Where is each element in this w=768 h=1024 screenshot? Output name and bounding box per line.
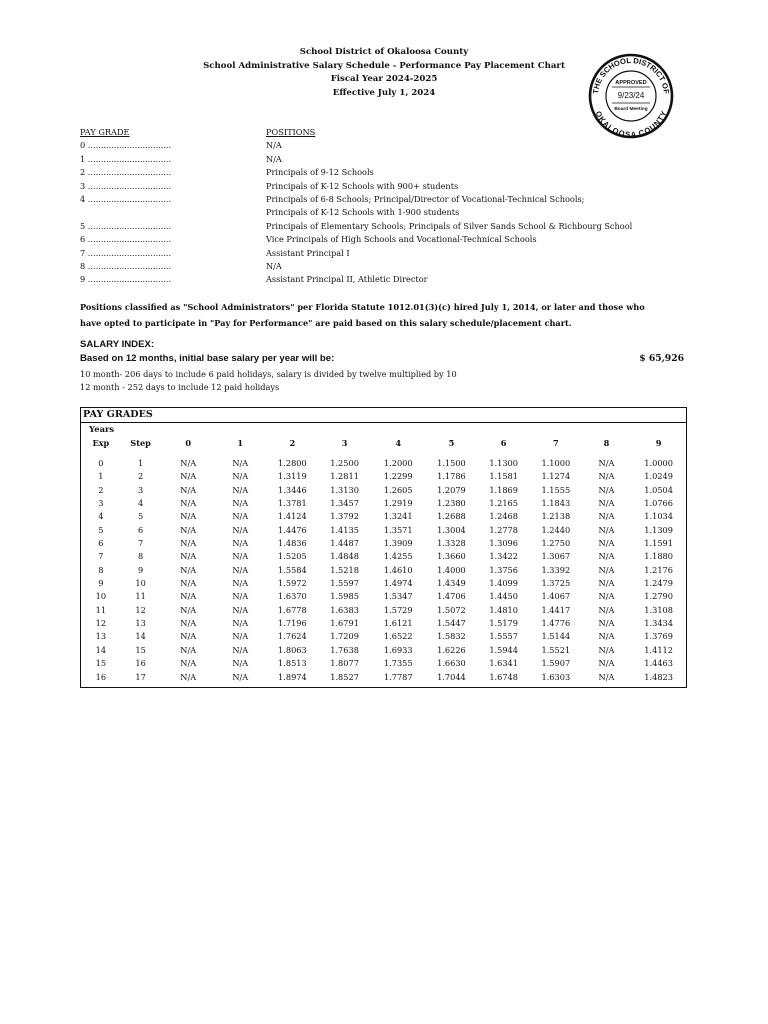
table-cell: 1.4000 (437, 564, 466, 575)
table-cell: N/A (598, 511, 615, 522)
table-cell: N/A (232, 484, 249, 495)
col-step-header: Step (130, 438, 151, 448)
table-cell: N/A (232, 538, 249, 549)
effective-date: Effective July 1, 2024 (332, 87, 436, 98)
salary-index-title: SALARY INDEX: (80, 339, 155, 350)
table-cell: 1.3328 (437, 538, 466, 549)
table-row (83, 537, 686, 550)
table-cell: N/A (180, 511, 197, 522)
base-salary-amount: $ 65,926 (639, 353, 684, 364)
table-cell: 13 (95, 631, 107, 642)
table-header-row (83, 436, 686, 450)
table-cell: 1.4135 (330, 524, 359, 535)
table-row (83, 484, 686, 497)
table-cell: 11 (95, 604, 107, 615)
table-cell: 1.6630 (437, 658, 466, 669)
table-cell: N/A (180, 658, 197, 669)
table-cell: 1.3725 (541, 578, 571, 589)
table-cell: 1.3422 (489, 551, 518, 562)
table-cell: N/A (180, 524, 197, 535)
table-cell: 1.6226 (437, 644, 466, 655)
table-cell: 1.2500 (330, 458, 359, 468)
table-cell: N/A (232, 511, 249, 522)
table-cell: 7 (98, 551, 104, 562)
table-cell: 1.2165 (489, 498, 518, 509)
table-cell: 1.4255 (383, 551, 413, 562)
statute-note-line1: Positions classified as "School Administrators" per Florida Statute 1012.01(3)(c) hired July 1, 2014, or later and those who (80, 302, 645, 312)
table-cell: N/A (598, 538, 615, 549)
table-row (83, 657, 686, 670)
table-row (83, 630, 686, 643)
table-cell: 1.1843 (541, 498, 571, 509)
position-item: Principals of 9-12 Schools (266, 167, 374, 178)
table-cell: 1.5972 (278, 578, 307, 589)
table-cell: 1.4776 (541, 618, 571, 629)
table-cell: 1.3241 (383, 511, 413, 522)
table-cell: N/A (180, 671, 197, 682)
table-cell: N/A (598, 671, 615, 682)
table-cell: 1.0766 (644, 498, 673, 509)
table-cell: 1.3446 (278, 484, 307, 495)
table-cell: 1.2811 (330, 471, 359, 482)
table-cell: N/A (232, 578, 249, 589)
district-name: School District of Okaloosa County (299, 47, 469, 57)
table-cell: 1.2440 (541, 524, 571, 535)
table-cell: 1.1880 (644, 551, 673, 562)
table-cell: 1.4476 (278, 524, 307, 535)
table-cell: 1.5832 (437, 631, 466, 642)
table-cell: N/A (232, 631, 249, 642)
positions-column (266, 126, 632, 287)
pay-grade-item: 8 ................................ (80, 260, 172, 271)
table-cell: 1.6778 (278, 604, 307, 615)
table-cell: 1.4706 (437, 591, 466, 602)
table-cell: N/A (232, 458, 249, 468)
salary-index-subtitle: Based on 12 months, initial base salary per year will be: (80, 353, 335, 364)
table-cell: 1.1555 (541, 484, 571, 495)
table-cell: 1.6933 (383, 644, 413, 655)
table-cell: 1.1000 (541, 458, 571, 468)
table-cell: N/A (598, 471, 615, 482)
table-cell: N/A (180, 578, 197, 589)
table-cell: 1.7787 (383, 671, 413, 682)
table-cell: 1.4836 (278, 538, 307, 549)
table-cell: 1.5521 (541, 644, 571, 655)
table-cell: 9 (98, 578, 104, 589)
table-row (83, 590, 686, 603)
table-cell: 1.3769 (644, 631, 673, 642)
table-cell: N/A (598, 591, 615, 602)
table-cell: 1.5985 (330, 591, 359, 602)
table-cell: 13 (135, 618, 146, 629)
table-cell: 3 (137, 484, 144, 495)
pay-grade-item: 0 ................................ (80, 140, 172, 151)
table-cell: N/A (232, 524, 249, 535)
table-row (83, 550, 686, 563)
table-cell: 1.3108 (644, 604, 673, 615)
table-cell: 1.4349 (437, 578, 466, 589)
table-cell: 1.4974 (383, 578, 413, 589)
table-cell: 1.8527 (330, 671, 359, 682)
table-cell: N/A (598, 564, 615, 575)
table-cell: N/A (232, 644, 249, 655)
pay-grades-table (83, 436, 686, 684)
table-cell: 1.5597 (330, 578, 359, 589)
table-cell: N/A (180, 551, 197, 562)
table-row (83, 497, 686, 510)
statute-note-line2: have opted to participate in "Pay for Performance" are paid based on this salary schedule/placement chart. (80, 318, 572, 328)
pay-grade-item: 4 ................................ (80, 193, 172, 204)
pay-grade-item: 7 ................................ (80, 247, 172, 258)
grade-header-8: 8 (603, 438, 610, 448)
table-row (83, 510, 686, 523)
table-cell: 1.3067 (541, 551, 571, 562)
table-cell: 1.4124 (278, 511, 307, 522)
table-cell: 1.4848 (330, 551, 359, 562)
pay-grade-column (80, 126, 171, 287)
table-cell: N/A (232, 604, 249, 615)
table-cell: 1.2479 (644, 578, 673, 589)
table-cell: N/A (180, 471, 197, 482)
position-item: Assistant Principal II, Athletic Director (266, 274, 428, 285)
table-cell: 1.1309 (644, 524, 673, 535)
table-cell: 1.6121 (383, 618, 413, 629)
seal-bottom-text: OKALOOSA COUNTY (593, 109, 669, 139)
table-cell: 1.3096 (489, 538, 518, 549)
table-cell: N/A (232, 551, 249, 562)
table-cell: 5 (137, 511, 144, 522)
table-cell: 1.6383 (330, 604, 359, 615)
pay-grades-table-box (80, 407, 687, 688)
table-cell: 1.7624 (278, 631, 307, 642)
table-cell: N/A (598, 578, 615, 589)
table-cell: 1.8513 (278, 658, 307, 669)
table-cell: 4 (98, 511, 104, 522)
table-row (83, 457, 686, 470)
position-item: Principals of K-12 Schools with 900+ students (266, 180, 459, 191)
table-cell: 1.3909 (383, 538, 413, 549)
table-cell: 1.3434 (644, 618, 673, 629)
positions-header: POSITIONS (266, 127, 316, 137)
table-cell: N/A (232, 658, 249, 669)
table-cell: 1.1300 (489, 458, 518, 468)
table-cell: 1.7355 (383, 658, 413, 669)
table-cell: N/A (232, 564, 249, 575)
table-cell: N/A (180, 604, 197, 615)
table-cell: N/A (180, 538, 197, 549)
table-cell: N/A (180, 484, 197, 495)
table-cell: 1.3571 (383, 524, 413, 535)
table-cell: N/A (598, 631, 615, 642)
table-cell: 1.2750 (541, 538, 571, 549)
table-cell: 1.2605 (383, 484, 413, 495)
table-cell: 1.0000 (644, 458, 673, 468)
pay-grade-item: 1 ................................ (80, 153, 172, 164)
table-cell: 1.3792 (330, 511, 359, 522)
table-cell: 1.7044 (437, 671, 466, 682)
table-cell: 1.4099 (489, 578, 518, 589)
table-cell: 1.1500 (437, 458, 466, 468)
table-cell: 1.2000 (383, 458, 413, 468)
table-cell: 2 (137, 471, 144, 482)
table-cell: 1.5072 (437, 604, 466, 615)
table-cell: 1.6341 (489, 658, 518, 669)
pay-grades-title: PAY GRADES (81, 408, 686, 423)
table-cell: 11 (135, 591, 146, 602)
years-label: Years (89, 424, 115, 434)
table-cell: 1.5584 (278, 564, 307, 575)
table-cell: 1.5179 (489, 618, 518, 629)
table-cell: 1.3781 (278, 498, 307, 509)
table-cell: N/A (598, 658, 615, 669)
position-item: N/A (266, 260, 282, 271)
svg-text:THE SCHOOL DISTRICT OF (591, 56, 671, 95)
twelve-month-note: 12 month - 252 days to include 12 paid holidays (80, 382, 280, 392)
table-cell: 7 (137, 538, 144, 549)
table-cell: 1.7196 (278, 618, 307, 629)
table-cell: 1.5944 (489, 644, 518, 655)
table-cell: 1.5205 (278, 551, 307, 562)
table-row (83, 644, 686, 657)
table-cell: 6 (137, 524, 144, 535)
table-cell: N/A (232, 618, 249, 629)
table-cell: N/A (598, 644, 615, 655)
grade-header-1: 1 (237, 438, 244, 448)
position-item: Principals of Elementary Schools; Principals of Silver Sands School & Richbourg School (266, 220, 633, 231)
table-cell: N/A (180, 564, 197, 575)
table-cell: N/A (180, 631, 197, 642)
table-cell: 14 (95, 644, 107, 655)
table-cell: N/A (180, 618, 197, 629)
table-cell: 2 (98, 484, 104, 495)
table-cell: 1.5557 (489, 631, 518, 642)
pay-grade-item: 6 ................................ (80, 234, 172, 245)
table-cell: 1.5729 (383, 604, 413, 615)
grade-header-2: 2 (289, 438, 296, 448)
table-cell: 1.0249 (644, 471, 673, 482)
seal-top-text: THE SCHOOL DISTRICT OF (591, 55, 671, 95)
table-cell: 12 (95, 618, 107, 629)
col-exp-header: Exp (92, 438, 110, 448)
position-item: Principals of 6-8 Schools; Principal/Director of Vocational-Technical Schools; (266, 193, 585, 204)
table-cell: 1.7209 (330, 631, 359, 642)
table-cell: 1.8063 (278, 644, 307, 655)
table-cell: 1.1034 (644, 511, 673, 522)
table-cell: 1.2468 (489, 511, 518, 522)
table-cell: 1.1591 (644, 538, 673, 549)
pay-grade-item: 5 ................................ (80, 220, 172, 231)
pay-grade-header: PAY GRADE (80, 127, 130, 137)
table-cell: 1.3392 (541, 564, 571, 575)
seal-meeting: Board Meeting (614, 107, 648, 112)
table-cell: 1.4067 (541, 591, 571, 602)
table-cell: 1.4823 (644, 671, 673, 682)
table-cell: 1.8974 (278, 671, 307, 682)
table-cell: 1.6370 (278, 591, 307, 602)
table-cell: 15 (95, 658, 107, 669)
grade-header-5: 5 (448, 438, 455, 448)
position-item: N/A (266, 140, 282, 151)
table-cell: 1.5447 (437, 618, 466, 629)
table-cell: 1.5347 (383, 591, 413, 602)
table-cell: N/A (598, 498, 615, 509)
table-cell: 6 (98, 538, 104, 549)
grade-header-9: 9 (655, 438, 662, 448)
table-cell: 1.2790 (644, 591, 673, 602)
table-row (83, 577, 686, 590)
grade-header-6: 6 (500, 438, 507, 448)
pay-grade-item: 3 ................................ (80, 180, 172, 191)
grade-header-4: 4 (395, 438, 402, 448)
table-cell: 1.7638 (330, 644, 359, 655)
table-cell: N/A (598, 524, 615, 535)
table-cell: 1.2299 (383, 471, 413, 482)
table-row (83, 617, 686, 630)
table-cell: 15 (135, 644, 146, 655)
seal-approved: APPROVED (615, 80, 647, 86)
table-cell: 1.3119 (278, 471, 307, 482)
table-cell: 1.4610 (383, 564, 413, 575)
table-cell: 1.2919 (383, 498, 413, 509)
table-cell: 1.0504 (644, 484, 673, 495)
position-item: Assistant Principal I (266, 247, 350, 258)
table-cell: 1.1869 (489, 484, 518, 495)
table-cell: 9 (137, 564, 144, 575)
table-cell: 1.6791 (330, 618, 359, 629)
position-item: Principals of K-12 Schools with 1-900 students (266, 207, 460, 218)
table-cell: N/A (598, 484, 615, 495)
table-cell: 0 (98, 458, 104, 468)
table-cell: 1.4112 (644, 644, 673, 655)
table-cell: 1.4810 (489, 604, 518, 615)
table-cell: 14 (135, 631, 146, 642)
table-cell: 1.6748 (489, 671, 518, 682)
table-cell: 1.2778 (489, 524, 518, 535)
table-cell: N/A (180, 458, 197, 468)
table-cell: 3 (98, 498, 104, 509)
schedule-title: School Administrative Salary Schedule - Performance Pay Placement Chart (203, 60, 565, 71)
table-cell: 1.2380 (437, 498, 466, 509)
table-cell: 1 (98, 471, 104, 482)
table-cell: 1.8077 (330, 658, 359, 669)
table-row (83, 564, 686, 577)
table-cell: 1.3004 (437, 524, 466, 535)
table-cell: 1.4450 (489, 591, 518, 602)
table-row (83, 671, 686, 684)
position-item: N/A (266, 153, 282, 164)
table-cell: N/A (232, 671, 249, 682)
table-cell: 1.4487 (330, 538, 359, 549)
table-cell: 1.2800 (278, 458, 307, 468)
table-cell: 1.3457 (330, 498, 359, 509)
statute-note (80, 299, 700, 331)
table-cell: 1.2079 (437, 484, 466, 495)
table-cell: 1.4463 (644, 658, 673, 669)
pay-grade-item (80, 206, 171, 219)
pay-grade-item: 9 ................................ (80, 274, 172, 285)
table-row (83, 604, 686, 617)
table-cell: 1.2176 (644, 564, 673, 575)
ten-month-note: 10 month- 206 days to include 6 paid holidays, salary is divided by twelve multiplied by 10 (80, 369, 457, 379)
grade-header-3: 3 (341, 438, 348, 448)
table-cell: N/A (180, 498, 197, 509)
table-cell: 1.3660 (437, 551, 466, 562)
table-cell: 1.5907 (541, 658, 571, 669)
fiscal-year: Fiscal Year 2024-2025 (330, 74, 438, 84)
table-cell: N/A (598, 551, 615, 562)
table-cell: 8 (137, 551, 144, 562)
table-cell: N/A (232, 471, 249, 482)
table-cell: 1.4417 (541, 604, 571, 615)
table-cell: 1 (137, 458, 144, 468)
table-cell: 1.2688 (437, 511, 466, 522)
table-cell: 16 (135, 658, 146, 669)
table-cell: 1.6303 (541, 671, 571, 682)
seal-date: 9/23/24 (617, 91, 645, 100)
table-cell: N/A (180, 591, 197, 602)
table-cell: 17 (135, 671, 146, 682)
table-cell: 16 (95, 671, 107, 682)
table-row (83, 470, 686, 483)
table-cell: 10 (95, 591, 107, 602)
position-item: Vice Principals of High Schools and Vocational-Technical Schools (266, 234, 537, 245)
table-cell: N/A (232, 498, 249, 509)
document-header (120, 46, 648, 100)
table-cell: 4 (137, 498, 144, 509)
table-cell: 12 (135, 604, 146, 615)
table-cell: N/A (598, 604, 615, 615)
table-cell: 1.1786 (437, 471, 466, 482)
table-cell: 1.3130 (330, 484, 359, 495)
pay-grade-item: 2 ................................ (80, 167, 172, 178)
table-cell: 5 (98, 524, 104, 535)
table-cell: 1.5144 (541, 631, 571, 642)
table-cell: 1.1274 (541, 471, 571, 482)
grade-header-0: 0 (185, 438, 192, 448)
table-cell: 1.1581 (489, 471, 518, 482)
grade-header-7: 7 (552, 438, 559, 448)
table-cell: 1.2138 (541, 511, 571, 522)
table-cell: 1.5218 (330, 564, 359, 575)
table-cell: N/A (598, 618, 615, 629)
table-cell: N/A (180, 644, 197, 655)
table-cell: 8 (98, 564, 104, 575)
table-cell: 1.3756 (489, 564, 518, 575)
table-row (83, 524, 686, 537)
table-cell: 1.6522 (383, 631, 413, 642)
table-cell: N/A (598, 458, 615, 468)
table-cell: N/A (232, 591, 249, 602)
table-cell: 10 (135, 578, 146, 589)
